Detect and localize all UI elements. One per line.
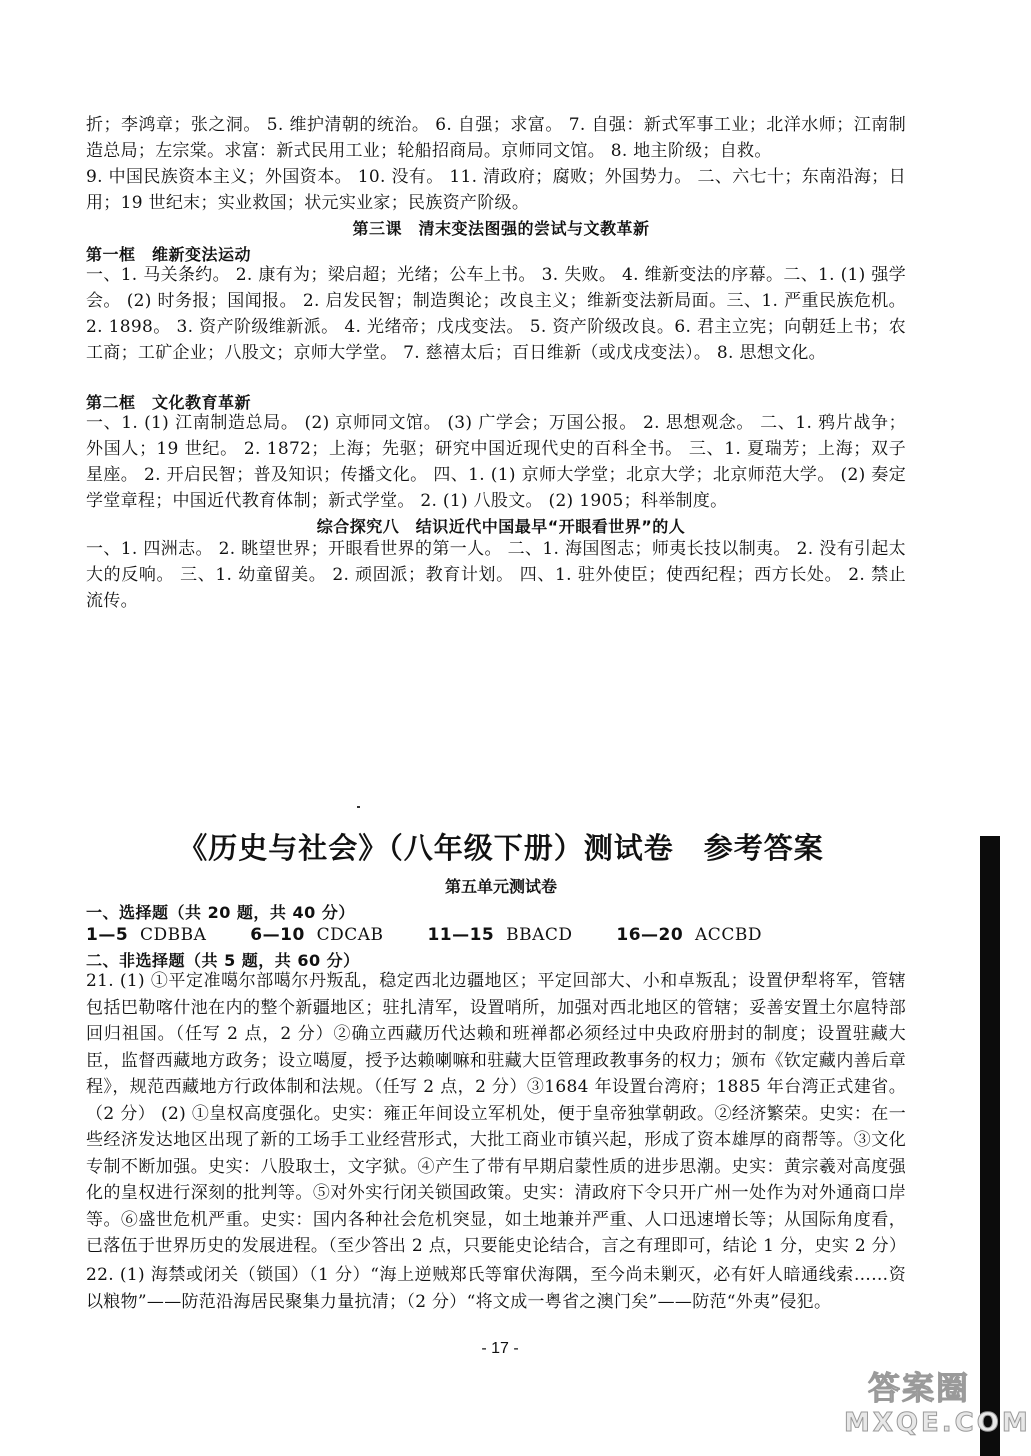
- watermark-top-text: 答案圈: [867, 1369, 970, 1407]
- stray-mark: [357, 806, 360, 808]
- mc-group: [250, 925, 383, 945]
- section1-title: 一、选择题（共 20 题，共 40 分）: [86, 903, 355, 922]
- watermark-logo: [844, 1368, 1031, 1448]
- mc-answers: CDBBA: [139, 925, 207, 945]
- lesson3-title: 第三课 清末变法图强的尝试与文教革新: [352, 219, 650, 238]
- mc-group: [427, 925, 572, 945]
- mc-answers: ACCBD: [695, 925, 762, 945]
- mc-range: 6—10: [250, 925, 305, 945]
- mc-range: 16—20: [616, 925, 684, 945]
- inquiry8-title: 综合探究八 结识近代中国最早“开眼看世界”的人: [316, 517, 686, 536]
- frame1-title: 第一框 维新变法运动: [86, 245, 252, 264]
- question21-answer: 21. (1) ①平定准噶尔部噶尔丹叛乱，稳定西北边疆地区；平定回部大、小和卓叛乱；设置伊犁将军，管辖包括巴勒喀什池在内的整个新疆地区；驻扎清军，设置哨所，加强对西北地区的管辖；妥善安置土尔扈特部回归祖国。（任写 2 点，2 分）②确立西藏历代达赖和班禅都必须经过中央政府册封的制度；设置驻藏大臣，监督西藏地方政务；设立噶厦，授予达赖喇嘛和驻藏大臣管理政教事务的权力；颁布《钦定藏内善后章程》，规范西藏地方行政体制和法规。（任写 2 点，2 分）③1684 年设置台湾府；1885 年台湾正式建省。（2 分） (2) ①皇权高度强化。史实：雍正年间设立军机处，便于皇帝独掌朝政。②经济繁荣。史实：在一些经济发达地区出现了新的工场手工业经营形式，大批工商业市镇兴起，形成了资本雄厚的商帮等。③文化专制不断加强。史实：八股取士，文字狱。④产生了带有早期启蒙性质的进步思潮。史实：黄宗羲对高度强化的皇权进行深刻的批判等。⑤对外实行闭关锁国政策。史实：清政府下令只开广州一处作为对外通商口岸等。⑥盛世危机严重。史实：国内各种社会危机突显，如土地兼并严重、人口迅速增长等；从国际角度看，已落伍于世界历史的发展进程。（至少答出 2 点，只要能史论结合，言之有理即可，结论 1 分，史实 2 分）: [86, 971, 907, 1256]
- answer-key-title: 《历史与社会》（八年级下册）测试卷 参考答案: [178, 831, 824, 865]
- scan-edge-bar: [980, 836, 1000, 1456]
- section2-title: 二、非选择题（共 5 题，共 60 分）: [86, 951, 360, 970]
- unit5-test-title: 第五单元测试卷: [444, 877, 557, 896]
- mc-group: [86, 925, 206, 945]
- continuation-paragraph-1: 折；李鸿章；张之洞。 5. 维护清朝的统治。 6. 自强；求富。 7. 自强：新式军事工业；北洋水师；江南制造总局；左宗棠。求富：新式民用工业；轮船招商局。京师同文馆。 8. 地主阶级；自救。: [86, 115, 906, 161]
- frame2-title: 第二框 文化教育革新: [86, 393, 252, 412]
- mc-answers: BBACD: [506, 925, 573, 945]
- watermark-bottom-text: MXQE.COM: [844, 1408, 1031, 1438]
- question22-answer: 22. (1) 海禁或闭关（锁国）（1 分）“海上逆贼郑氏等窜伏海隅，至今尚未剿灭，必有奸人暗通线索……资以粮物”——防范沿海居民聚集力量抗清；（2 分）“将文成一粤省之澳门矣”——防范“外夷”侵犯。: [86, 1265, 906, 1312]
- frame2-answers: 一、1. (1) 江南制造总局。 (2) 京师同文馆。 (3) 广学会；万国公报。 2. 思想观念。 二、1. 鸦片战争；外国人；19 世纪。 2. 1872；上海；先驱；研究中国近现代史的百科全书。 三、1. 夏瑞芳；上海；双子星座。 2. 开启民智；普及知识；传播文化。 四、1. (1) 京师大学堂；北京大学；北京师范大学。 (2) 奏定学堂章程；中国近代教育体制；新式学堂。 2. (1) 八股文。 (2) 1905；科举制度。: [86, 413, 906, 511]
- page-number: - 17 -: [481, 1340, 519, 1357]
- mc-answers: CDCAB: [316, 925, 384, 945]
- continuation-paragraph-2: 9. 中国民族资本主义；外国资本。 10. 没有。 11. 清政府；腐败；外国势力。 二、六七十；东南沿海；日用；19 世纪末；实业救国；状元实业家；民族资产阶级。: [86, 167, 906, 213]
- mc-range: 1—5: [86, 925, 129, 945]
- frame1-answers: 一、1. 马关条约。 2. 康有为；梁启超；光绪；公车上书。 3. 失败。 4. 维新变法的序幕。二、1. (1) 强学会。 (2) 时务报；国闻报。 2. 启发民智；制造舆论；改良主义；维新变法新局面。三、1. 严重民族危机。 2. 1898。 3. 资产阶级维新派。 4. 光绪帝；戊戌变法。 5. 资产阶级改良。6. 君主立宪；向朝廷上书；农工商；工矿企业；八股文；京师大学堂。 7. 慈禧太后；百日维新（或戊戌变法）。 8. 思想文化。: [86, 265, 906, 363]
- mc-range: 11—15: [427, 925, 495, 945]
- inquiry8-answers: 一、1. 四洲志。 2. 眺望世界；开眼看世界的第一人。 二、1. 海国图志；师夷长技以制夷。 2. 没有引起太大的反响。 三、1. 幼童留美。 2. 顽固派；教育计划。 四、1. 驻外使臣；使西纪程；西方长处。 2. 禁止流传。: [86, 539, 906, 611]
- multiple-choice-answers: [86, 925, 800, 945]
- mc-group: [616, 925, 762, 945]
